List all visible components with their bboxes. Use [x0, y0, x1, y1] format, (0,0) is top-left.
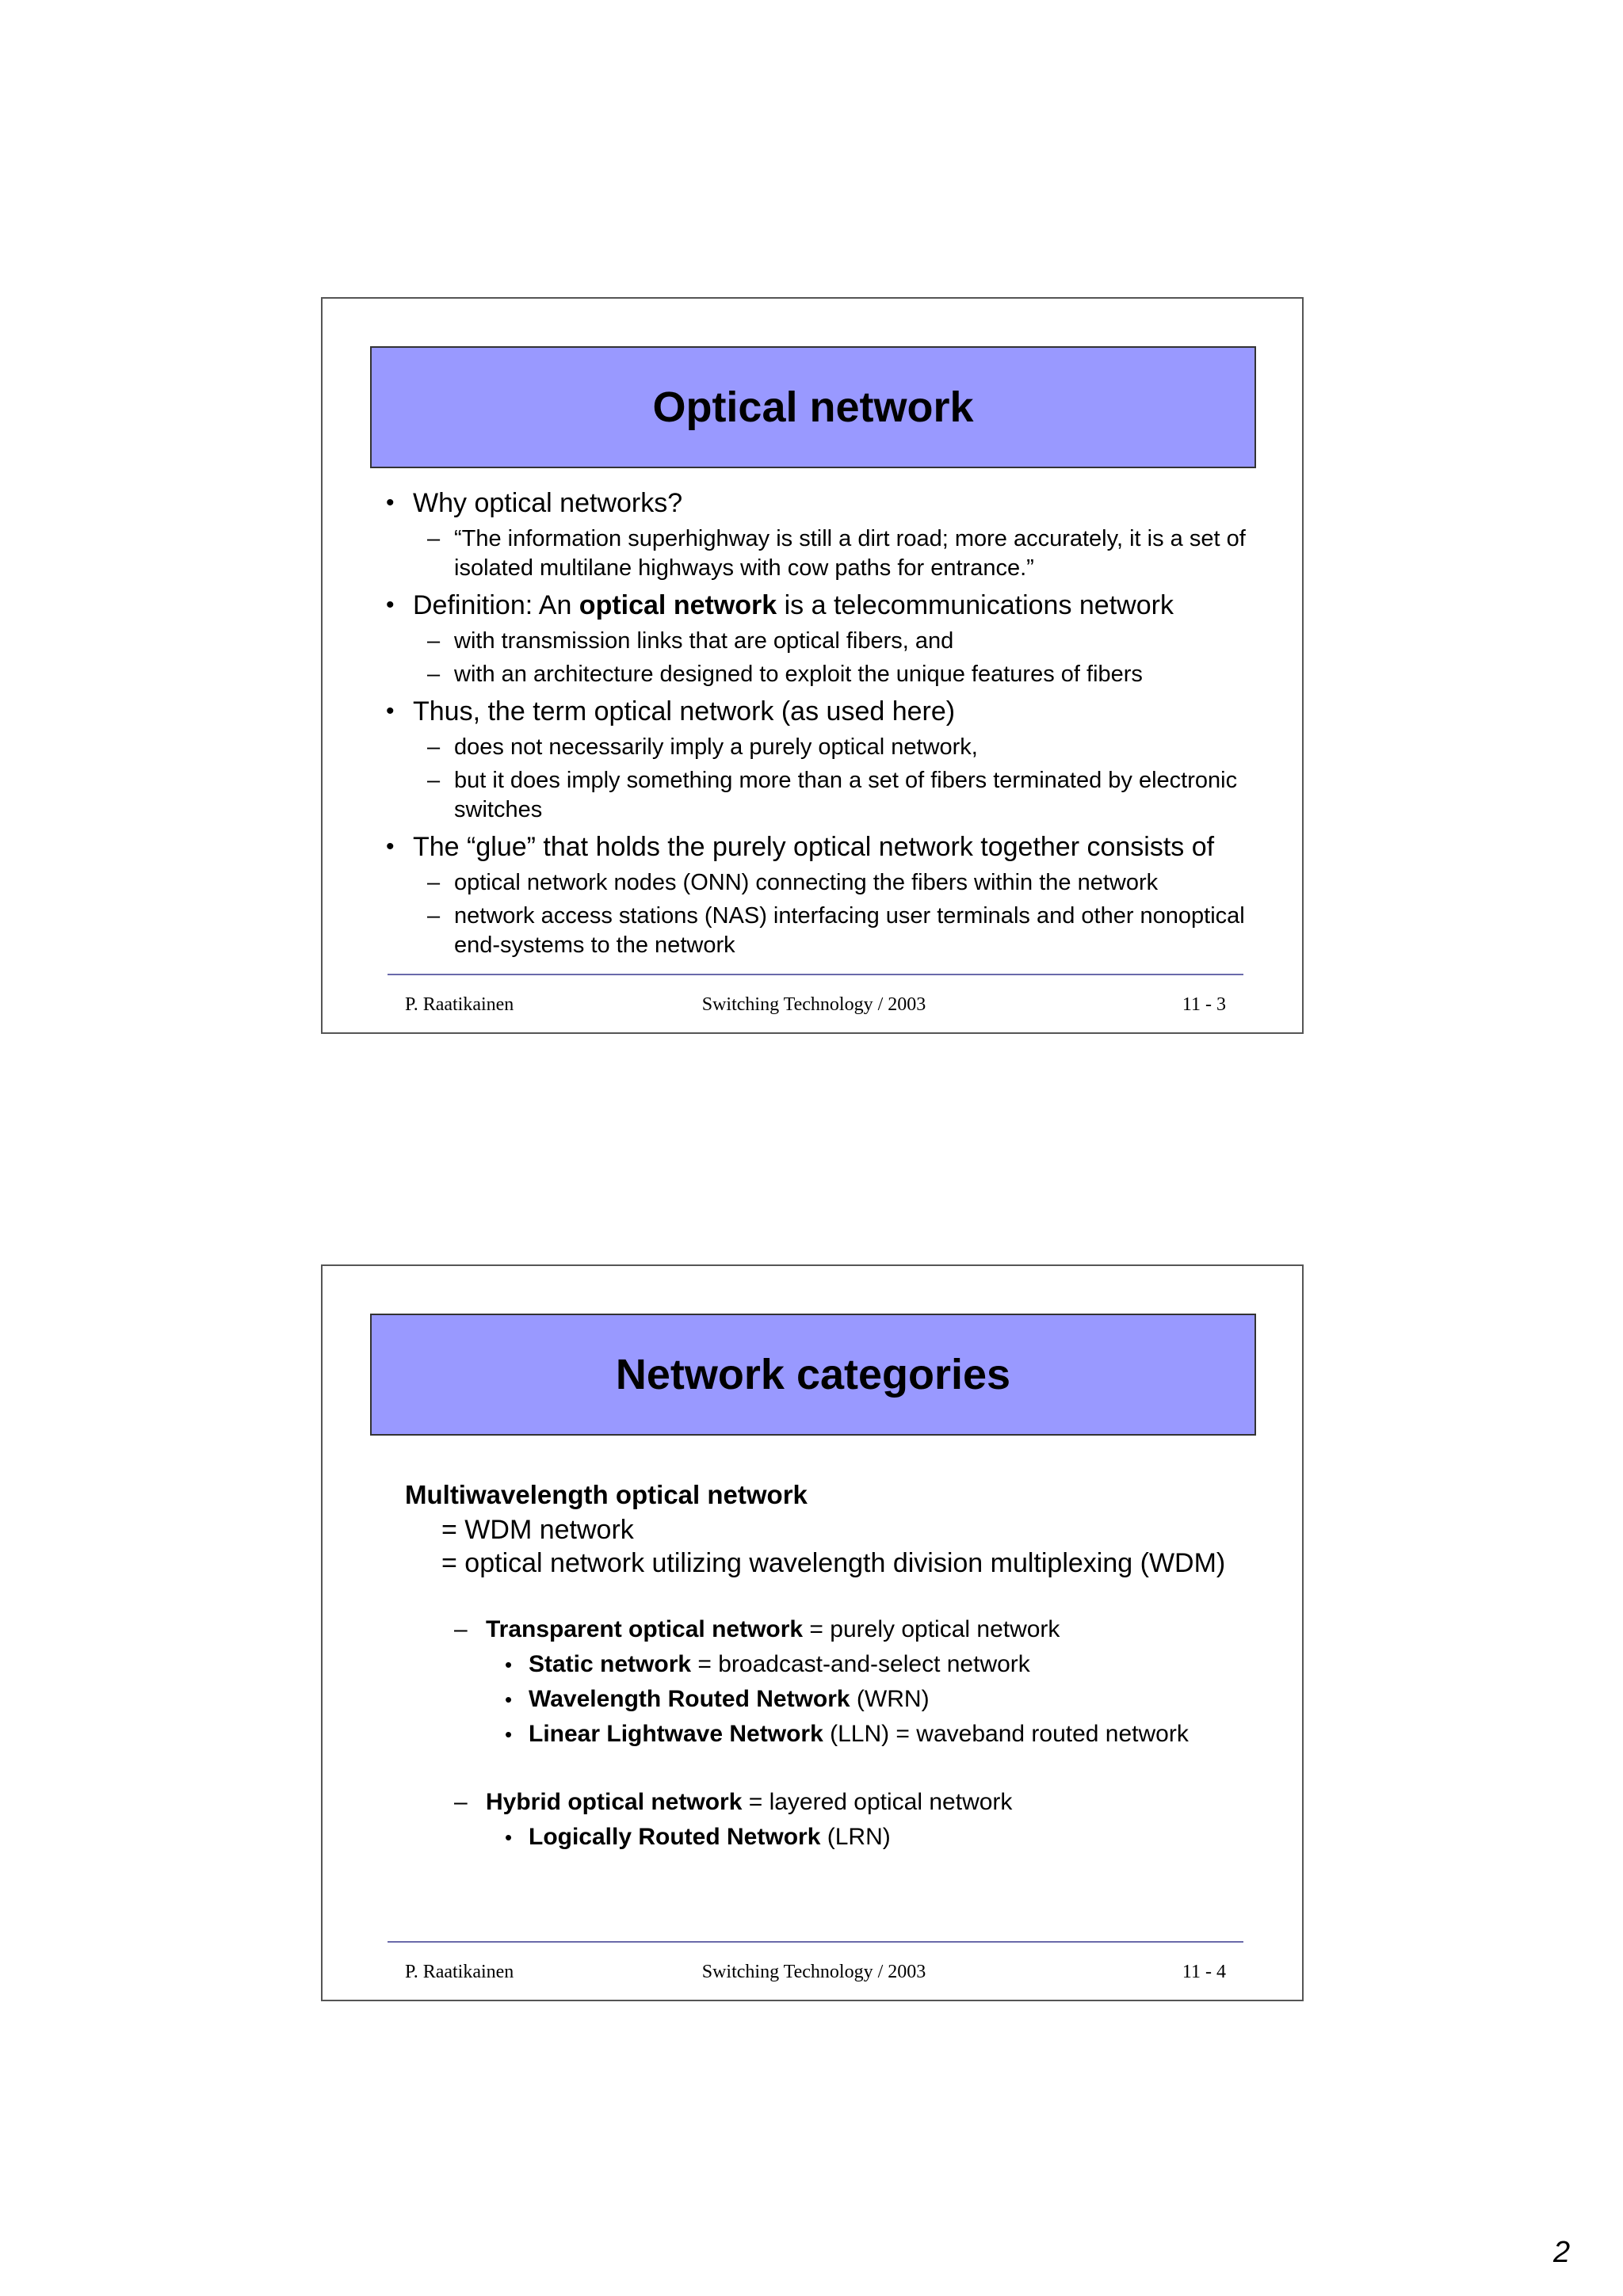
category-item: – Hybrid optical network = layered optical network	[454, 1789, 1013, 1815]
bullet-icon: •	[386, 490, 395, 516]
slide-network-categories	[321, 1264, 1304, 2001]
bullet-icon: •	[386, 592, 395, 618]
bullet-icon: •	[505, 1722, 513, 1746]
dash-icon: –	[454, 1616, 468, 1642]
category-item: – Transparent optical network = purely optical network	[454, 1616, 1060, 1642]
sub-bullet-item: – optical network nodes (ONN) connecting the fibers within the network	[386, 868, 1266, 898]
sub-bullet-item: – does not necessarily imply a purely optical network,	[386, 733, 1266, 762]
footer-divider	[388, 1941, 1243, 1943]
bullet-item: • Why optical networks?	[386, 486, 1266, 521]
dash-icon: –	[427, 903, 441, 929]
bullet-icon: •	[386, 833, 395, 860]
slide-title: Network categories	[615, 1351, 1011, 1398]
subcategory-item: • Logically Routed Network (LRN)	[505, 1824, 891, 1850]
sub-bullet-item: – with an architecture designed to exploit the unique features of fibers	[386, 660, 1266, 689]
sub-bullet-item: – network access stations (NAS) interfacing user terminals and other nonoptical end-systems to the network	[427, 903, 1245, 958]
page-number: 2	[1553, 2236, 1571, 2269]
footer-divider	[388, 974, 1243, 975]
footer-course: Switching Technology / 2003	[701, 1962, 926, 1982]
bullet-item: • Definition: An optical network is a telecommunications network	[386, 588, 1266, 623]
footer-slide-number: 11 - 3	[1182, 994, 1226, 1015]
definition-line: = optical network utilizing wavelength division multiplexing (WDM)	[441, 1548, 1226, 1578]
bullet-item: • Thus, the term optical network (as used here)	[386, 694, 1266, 729]
dash-icon: –	[427, 628, 441, 654]
dash-icon: –	[427, 734, 441, 760]
slide-title-box	[370, 346, 1256, 468]
slide-optical-network	[321, 297, 1304, 1034]
footer-author: P. Raatikainen	[405, 994, 514, 1015]
bullet-icon: •	[386, 698, 395, 724]
dash-icon: –	[427, 768, 441, 793]
bullet-icon: •	[505, 1653, 513, 1676]
bullet-item: • The “glue” that holds the purely optical network together consists of	[386, 830, 1266, 864]
dash-icon: –	[427, 526, 441, 551]
bullet-icon: •	[505, 1825, 513, 1849]
footer-slide-number: 11 - 4	[1182, 1962, 1226, 1982]
subcategory-item: • Linear Lightwave Network (LLN) = waveband routed network	[505, 1721, 1189, 1747]
definition-line: = WDM network	[441, 1515, 634, 1545]
dash-icon: –	[454, 1789, 468, 1815]
sub-bullet-item: – but it does imply something more than a set of fibers terminated by electronic switches	[427, 768, 1238, 822]
bullet-icon: •	[505, 1688, 513, 1711]
dash-icon: –	[427, 662, 441, 687]
slide-title: Optical network	[652, 383, 974, 431]
sub-bullet-item: – with transmission links that are optical fibers, and	[386, 627, 1266, 656]
slide-content	[386, 481, 1266, 960]
sub-bullet-item: – “The information superhighway is still a dirt road; more accurately, it is a set of isolated multilane highways with cow paths for entrance.”	[427, 526, 1246, 581]
section-heading: Multiwavelength optical network	[405, 1480, 808, 1509]
subcategory-item: • Wavelength Routed Network (WRN)	[505, 1686, 930, 1712]
slide-title-box	[370, 1314, 1256, 1436]
subcategory-item: • Static network = broadcast-and-select network	[505, 1651, 1030, 1677]
footer-author: P. Raatikainen	[405, 1962, 514, 1982]
footer-course: Switching Technology / 2003	[701, 994, 926, 1015]
dash-icon: –	[427, 870, 441, 895]
